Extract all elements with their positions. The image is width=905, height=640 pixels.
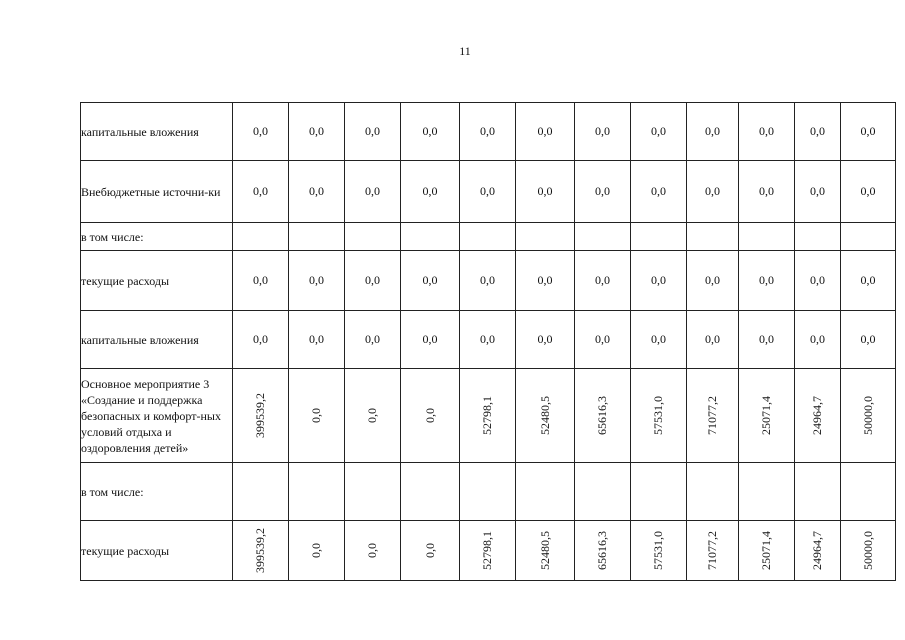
cell-value: 0,0 (309, 408, 323, 423)
table-cell (289, 223, 345, 251)
cell-value: 52480,5 (537, 531, 552, 570)
table-row (81, 251, 896, 311)
cell-value: 52798,1 (480, 531, 494, 570)
table-cell: 0,0 (631, 311, 687, 369)
table-cell (345, 463, 401, 521)
table-cell (795, 463, 841, 521)
table-cell (631, 223, 687, 251)
table-cell: 0,0 (460, 251, 516, 311)
table-cell: 0,0 (401, 103, 460, 161)
row-label: текущие расходы (81, 521, 233, 581)
table-cell: 0,0 (345, 311, 401, 369)
table-cell: 0,0 (739, 311, 795, 369)
table-cell (575, 369, 631, 463)
cell-value: 0,0 (309, 543, 323, 558)
row-label: Внебюджетные источни-ки (81, 161, 233, 223)
cell-value: 399539,2 (253, 528, 267, 573)
table-cell (575, 463, 631, 521)
table-cell: 0,0 (516, 103, 575, 161)
table-cell (795, 521, 841, 581)
row-label: в том числе: (81, 223, 233, 251)
table-cell: 0,0 (631, 161, 687, 223)
table-cell: 0,0 (345, 103, 401, 161)
table-cell (687, 369, 739, 463)
table-cell: 0,0 (233, 251, 289, 311)
cell-value: 52798,1 (480, 396, 494, 435)
table-cell (345, 521, 401, 581)
cell-value: 52480,5 (537, 396, 552, 435)
table-cell: 0,0 (841, 251, 896, 311)
table-row (81, 103, 896, 161)
cell-value: 399539,2 (253, 393, 267, 438)
table-cell (460, 521, 516, 581)
table-cell: 0,0 (841, 311, 896, 369)
cell-value: 57531,0 (651, 396, 665, 435)
table-cell (460, 369, 516, 463)
table-row (81, 223, 896, 251)
table-cell: 0,0 (345, 251, 401, 311)
table-cell: 0,0 (687, 251, 739, 311)
table-cell (795, 223, 841, 251)
cell-value: 0,0 (365, 408, 379, 423)
table-cell (795, 369, 841, 463)
table-cell (460, 223, 516, 251)
table-cell (631, 521, 687, 581)
table-cell (841, 223, 896, 251)
table-cell (345, 223, 401, 251)
table-cell: 0,0 (687, 311, 739, 369)
table-cell (289, 369, 345, 463)
budget-table (80, 102, 896, 581)
table-cell: 0,0 (739, 251, 795, 311)
cell-value: 0,0 (422, 543, 437, 558)
table-cell: 0,0 (841, 103, 896, 161)
table-cell (575, 521, 631, 581)
table-cell (687, 463, 739, 521)
cell-value: 25071,4 (759, 531, 773, 570)
cell-value: 50000,0 (860, 531, 875, 570)
table-cell (516, 369, 575, 463)
table-cell (233, 223, 289, 251)
cell-value: 0,0 (422, 408, 437, 423)
table-cell (841, 369, 896, 463)
table-cell (687, 223, 739, 251)
table-cell (516, 463, 575, 521)
table-cell (289, 521, 345, 581)
table-cell: 0,0 (233, 311, 289, 369)
table-cell: 0,0 (460, 161, 516, 223)
cell-value: 50000,0 (860, 396, 875, 435)
table-cell (233, 369, 289, 463)
cell-value: 57531,0 (651, 531, 665, 570)
table-cell: 0,0 (516, 251, 575, 311)
table-body (81, 103, 896, 581)
table-cell: 0,0 (687, 103, 739, 161)
table-cell: 0,0 (687, 161, 739, 223)
table-cell: 0,0 (233, 161, 289, 223)
cell-value: 24964,7 (810, 396, 824, 435)
table-cell: 0,0 (289, 311, 345, 369)
table-cell: 0,0 (345, 161, 401, 223)
table-cell: 0,0 (401, 311, 460, 369)
table-cell (401, 521, 460, 581)
table-cell (631, 369, 687, 463)
row-label: текущие расходы (81, 251, 233, 311)
table-cell (739, 223, 795, 251)
table-cell: 0,0 (795, 311, 841, 369)
table-row (81, 311, 896, 369)
table-cell (460, 463, 516, 521)
table-cell: 0,0 (795, 103, 841, 161)
table-row (81, 463, 896, 521)
table-row (81, 369, 896, 463)
table-cell: 0,0 (575, 251, 631, 311)
row-label: капитальные вложения (81, 103, 233, 161)
table-cell (233, 521, 289, 581)
table-cell (401, 369, 460, 463)
table-row (81, 521, 896, 581)
table-cell (233, 463, 289, 521)
table-cell (401, 463, 460, 521)
cell-value: 25071,4 (759, 396, 773, 435)
table-cell: 0,0 (575, 103, 631, 161)
table-cell: 0,0 (460, 311, 516, 369)
cell-value: 24964,7 (810, 531, 824, 570)
table-cell: 0,0 (516, 161, 575, 223)
table-row (81, 161, 896, 223)
table-cell: 0,0 (401, 251, 460, 311)
table-cell: 0,0 (289, 103, 345, 161)
table-cell: 0,0 (795, 161, 841, 223)
table-cell: 0,0 (401, 161, 460, 223)
table-cell (401, 223, 460, 251)
table-cell (739, 369, 795, 463)
table-cell (516, 521, 575, 581)
cell-value: 65616,3 (595, 396, 609, 435)
table-cell: 0,0 (516, 311, 575, 369)
table-cell (841, 463, 896, 521)
table-cell: 0,0 (631, 251, 687, 311)
cell-value: 0,0 (365, 543, 379, 558)
cell-value: 65616,3 (595, 531, 609, 570)
table-cell: 0,0 (575, 311, 631, 369)
table-cell (345, 369, 401, 463)
page-number: 11 (459, 44, 471, 58)
table-cell: 0,0 (739, 103, 795, 161)
table-cell: 0,0 (289, 161, 345, 223)
table-cell (631, 463, 687, 521)
cell-value: 71077,2 (705, 396, 719, 435)
table-cell (516, 223, 575, 251)
table-cell (739, 463, 795, 521)
table-cell: 0,0 (795, 251, 841, 311)
table-cell: 0,0 (631, 103, 687, 161)
table-cell: 0,0 (841, 161, 896, 223)
cell-value: 71077,2 (705, 531, 719, 570)
table-cell: 0,0 (575, 161, 631, 223)
row-label: капитальные вложения (81, 311, 233, 369)
table-cell (841, 521, 896, 581)
table-cell: 0,0 (233, 103, 289, 161)
table-cell (575, 223, 631, 251)
row-label: в том числе: (81, 463, 233, 521)
table-cell: 0,0 (289, 251, 345, 311)
table-cell: 0,0 (739, 161, 795, 223)
row-label: Основное мероприятие 3 «Создание и поддержка безопасных и комфорт-ных условий отдыха и оздоровления детей» (81, 369, 233, 463)
table-cell: 0,0 (460, 103, 516, 161)
table-cell (739, 521, 795, 581)
table-cell (687, 521, 739, 581)
table-cell (289, 463, 345, 521)
